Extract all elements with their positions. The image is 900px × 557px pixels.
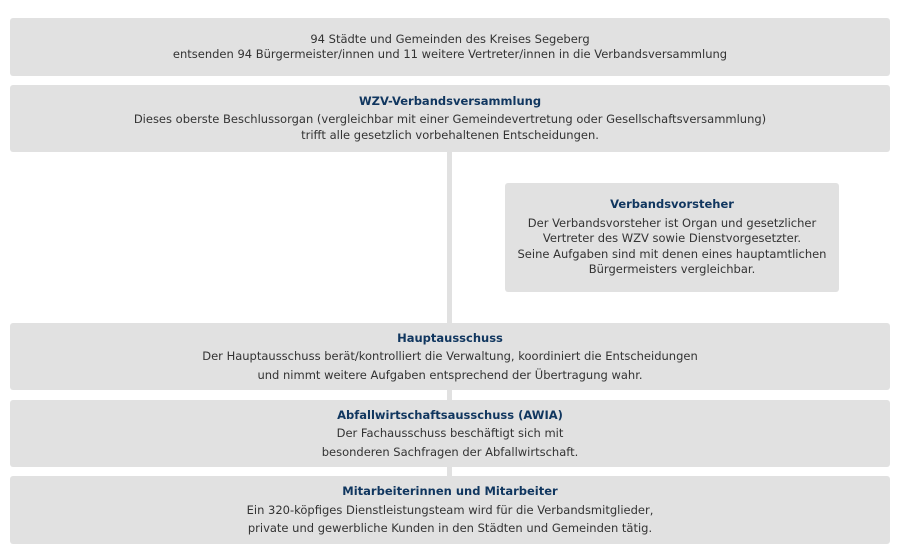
hauptausschuss-line-2: und nimmt weitere Aufgaben entsprechend der Übertragung wahr.: [257, 367, 643, 382]
verbandsversammlung-title: WZV-Verbandsversammlung: [358, 93, 542, 108]
hauptausschuss-line-1: Der Hauptausschuss berät/kontrolliert die Verwaltung, koordiniert die Entscheidungen: [202, 349, 698, 364]
awia-box: [10, 400, 890, 467]
intro-line-1: 94 Städte und Gemeinden des Kreises Segeberg: [310, 31, 590, 46]
verbandsvorsteher-line-1: Der Verbandsvorsteher ist Organ und gesetzlicher: [527, 215, 817, 230]
verbandsvorsteher-line-3: Seine Aufgaben sind mit denen eines hauptamtlichen: [517, 246, 827, 261]
awia-line-1: Der Fachausschuss beschäftigt sich mit: [336, 426, 564, 441]
verbandsvorsteher-box: [505, 183, 839, 292]
mitarbeiter-line-2: private und gewerbliche Kunden in den Städten und Gemeinden tätig.: [247, 521, 653, 536]
intro-line-2: entsenden 94 Bürgermeister/innen und 11 weitere Vertreter/innen in die Verbandsversammlung: [172, 47, 728, 61]
awia-line-2: besonderen Sachfragen der Abfallwirtschaft.: [321, 444, 579, 459]
mitarbeiter-title: Mitarbeiterinnen und Mitarbeiter: [342, 484, 558, 499]
verbandsversammlung-line-1: Dieses oberste Beschlussorgan (vergleichbar mit einer Gemeindevertretung oder Gesellschaftsversammlung): [133, 112, 767, 127]
hauptausschuss-box: [10, 323, 890, 390]
awia-title: Abfallwirtschaftsausschuss (AWIA): [337, 407, 563, 422]
verbandsvorsteher-line-2: Vertreter des WZV sowie Dienstvorgesetzter.: [542, 231, 802, 246]
hauptausschuss-title: Hauptausschuss: [397, 330, 503, 345]
intro-box: [10, 18, 890, 76]
mitarbeiter-box: [10, 476, 890, 544]
verbandsversammlung-box: [10, 85, 890, 152]
mitarbeiter-line-1: Ein 320-köpfiges Dienstleistungsteam wird für die Verbandsmitglieder,: [246, 502, 654, 517]
verbandsvorsteher-line-4: Bürgermeisters vergleichbar.: [588, 262, 756, 277]
verbandsvorsteher-title: Verbandsvorsteher: [610, 197, 734, 212]
verbandsversammlung-line-2: trifft alle gesetzlich vorbehaltenen Entscheidungen.: [301, 127, 599, 142]
